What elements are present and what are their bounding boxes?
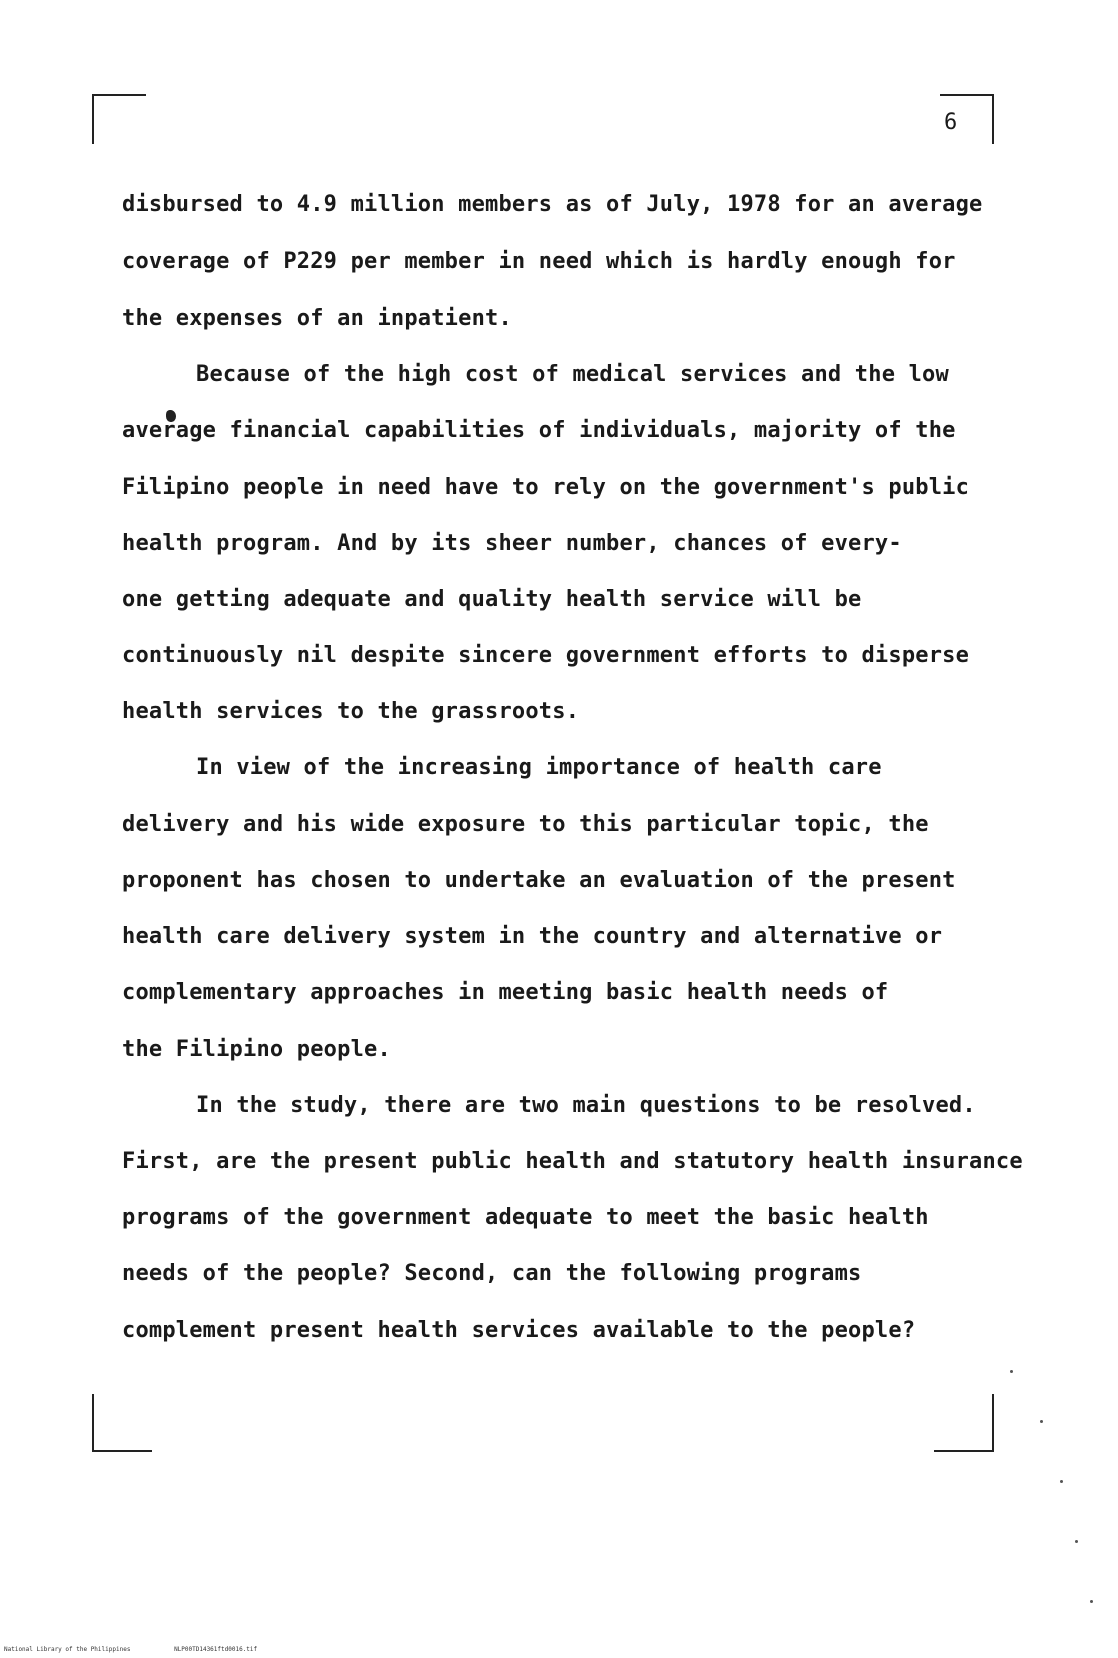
scan-footer [4, 1646, 297, 1653]
scan-speck [1090, 1600, 1093, 1603]
text-line: continuously nil despite sincere government efforts to disperse [122, 643, 970, 668]
footer-filename: NLP00TD14361ftd0016.tif [174, 1646, 258, 1653]
text-line: disbursed to 4.9 million members as of July, 1978 for an average [122, 192, 983, 217]
scan-speck [1040, 1420, 1043, 1423]
scan-corner-top-left [92, 94, 146, 144]
text-line: coverage of P229 per member in need which is hardly enough for [122, 249, 956, 274]
text-line: average financial capabilities of individuals, majority of the [122, 418, 956, 443]
text-line: proponent has chosen to undertake an evaluation of the present [122, 868, 956, 893]
text-line: health program. And by its sheer number, chances of every- [122, 531, 902, 556]
page-number: 6 [944, 110, 958, 135]
text-line: Because of the high cost of medical services and the low [196, 362, 949, 387]
text-line: In view of the increasing importance of health care [196, 755, 882, 780]
text-line: the Filipino people. [122, 1037, 391, 1062]
text-line: health services to the grassroots. [122, 699, 580, 724]
text-line: complementary approaches in meeting basic health needs of [122, 980, 889, 1005]
scan-speck [1075, 1540, 1078, 1543]
text-line: one getting adequate and quality health service will be [122, 587, 862, 612]
text-line: health care delivery system in the country and alternative or [122, 924, 943, 949]
footer-library: National Library of the Philippines [4, 1646, 131, 1653]
scan-speck [1010, 1370, 1013, 1373]
text-line: delivery and his wide exposure to this particular topic, the [122, 812, 929, 837]
text-line: programs of the government adequate to meet the basic health [122, 1205, 929, 1230]
text-line: Filipino people in need have to rely on the government's public [122, 475, 970, 500]
scan-speck [1060, 1480, 1063, 1483]
text-line: First, are the present public health and statutory health insurance [122, 1149, 1023, 1174]
text-line: In the study, there are two main questions to be resolved. [196, 1093, 976, 1118]
scan-corner-bottom-right [934, 1394, 994, 1452]
scan-corner-bottom-left [92, 1394, 152, 1452]
text-line: the expenses of an inpatient. [122, 306, 512, 331]
text-line: complement present health services available to the people? [122, 1318, 916, 1343]
text-line: needs of the people? Second, can the following programs [122, 1261, 862, 1286]
